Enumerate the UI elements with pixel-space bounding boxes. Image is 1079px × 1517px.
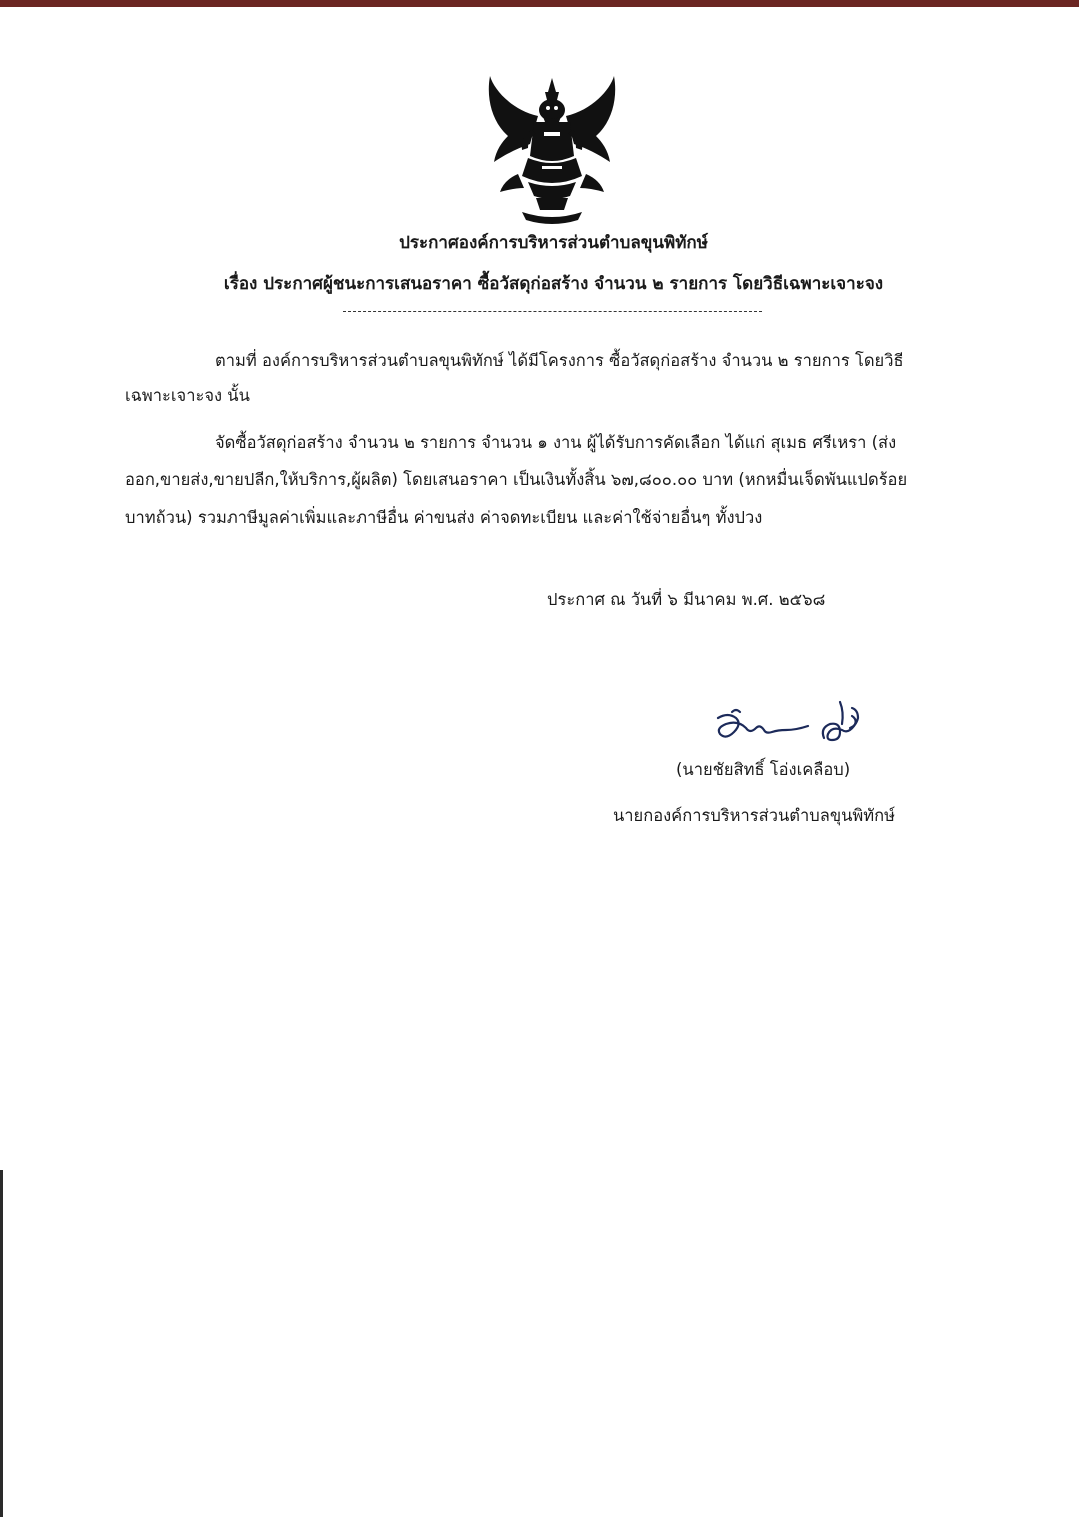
paragraph-2-line-2: ออก,ขายส่ง,ขายปลีก,ให้บริการ,ผู้ผลิต) โดยเสนอราคา เป็นเงินทั้งสิ้น ๖๗,๘๐๐.๐๐ บาท (หกหมื่นเจ็ดพันแปดร้อย xyxy=(125,470,908,489)
paragraph-2-line-3: บาทถ้วน) รวมภาษีมูลค่าเพิ่มและภาษีอื่น ค่าขนส่ง ค่าจดทะเบียน และค่าใช้จ่ายอื่นๆ ทั้งปวง xyxy=(125,508,763,527)
signer-position: นายกองค์การบริหารส่วนตำบลขุนพิทักษ์ xyxy=(613,806,896,825)
paragraph-1-line-2: เฉพาะเจาะจง นั้น xyxy=(125,386,250,405)
announcement-date: ประกาศ ณ วันที่ ๖ มีนาคม พ.ศ. ๒๕๖๘ xyxy=(547,590,826,609)
paragraph-2-line-1: จัดซื้อวัสดุก่อสร้าง จำนวน ๒ รายการ จำนวน ๑ งาน ผู้ได้รับการคัดเลือก ได้แก่ สุเมธ ศรีเหรา (ส่ง xyxy=(215,433,897,452)
signature-icon xyxy=(712,698,872,750)
left-border xyxy=(0,1170,3,1517)
document-title: ประกาศองค์การบริหารส่วนตำบลขุนพิทักษ์ xyxy=(399,233,708,253)
garuda-emblem-icon xyxy=(482,70,622,230)
paragraph-1-line-1: ตามที่ องค์การบริหารส่วนตำบลขุนพิทักษ์ ได้มีโครงการ ซื้อวัสดุก่อสร้าง จำนวน ๒ รายการ โดยวิธี xyxy=(215,351,904,370)
signer-name: (นายชัยสิทธิ์ โอ่งเคลือบ) xyxy=(676,760,851,779)
document-subject: เรื่อง ประกาศผู้ชนะการเสนอราคา ซื้อวัสดุก่อสร้าง จำนวน ๒ รายการ โดยวิธีเฉพาะเจาะจง xyxy=(223,274,884,294)
divider xyxy=(343,311,762,312)
top-border xyxy=(0,0,1079,7)
